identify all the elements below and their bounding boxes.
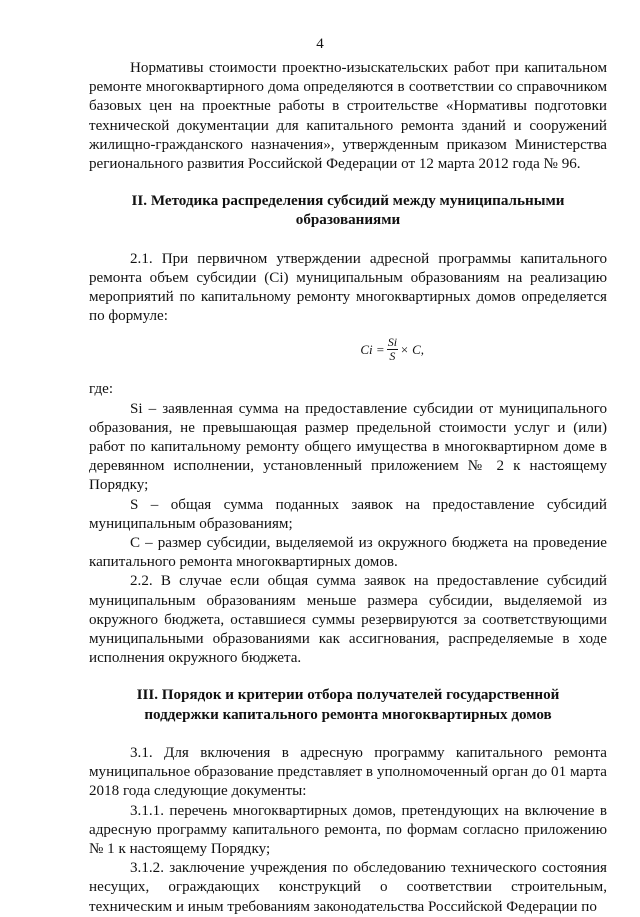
formula-lhs: Ci = <box>360 342 385 358</box>
page-number: 4 <box>316 36 324 52</box>
section-3-heading-line-2: поддержки капитального ремонта многоквартирных домов <box>144 706 552 723</box>
definition-s: S – общая сумма поданных заявок на предоставление субсидий муниципальным образованиям; <box>89 496 607 532</box>
formula-numerator: Si <box>387 335 398 350</box>
where-label: где: <box>89 381 114 398</box>
paragraph-3-1-2: 3.1.2. заключение учреждения по обследованию технического состояния несущих, ограждающих конструкций о соответствии строительным, техническим и иным требованиям законодательства Российской Федерации по <box>89 860 607 915</box>
intro-paragraph: Нормативы стоимости проектно-изыскательских работ при капитальном ремонте многоквартирного дома определяются в соответствии со справочником базовых цен на проектные работы в строительстве «Нормативы подготовки технической документации для капитального ремонта зданий и сооружений жилищно-гражданского назначения», утвержденным приказом Министерства регионального развития Российской Федерации от 12 марта 2012 года № 96. <box>89 60 607 173</box>
formula-expression <box>360 336 424 363</box>
document-body <box>89 59 607 917</box>
formula-fraction <box>387 336 398 363</box>
definition-si: Si – заявленная сумма на предоставление субсидии от муниципального образования, не превышающая размер предельной стоимости услуг и (или) работ по капитальному ремонту общего имущества в многоквартирном доме в деревянном исполнении, установленный приложением № 2 к настоящему Порядку; <box>89 400 607 494</box>
section-2-heading-line-1: II. Методика распределения субсидий между муниципальными <box>131 193 565 210</box>
formula-denominator: S <box>389 349 396 364</box>
section-2-heading <box>89 192 607 230</box>
section-3-heading-line-1: III. Порядок и критерии отбора получателей государственной <box>136 687 560 704</box>
spacer <box>89 668 607 686</box>
spacer <box>89 725 607 744</box>
spacer <box>89 174 607 192</box>
paragraph-3-1: 3.1. Для включения в адресную программу капитального ремонта муниципальное образование представляет в уполномоченный орган до 01 марта 2018 года следующие документы: <box>89 744 607 800</box>
paragraph-3-1-1: 3.1.1. перечень многоквартирных домов, претендующих на включение в адресную программу капитального ремонта, по формам согласно приложению № 1 к настоящему Порядку; <box>89 802 607 857</box>
section-3-heading <box>89 686 607 724</box>
subsidy-formula <box>89 330 607 380</box>
spacer <box>89 231 607 250</box>
formula-rhs: × C, <box>400 342 424 358</box>
paragraph-2-1: 2.1. При первичном утверждении адресной программы капитального ремонта объем субсидии (Ci) муниципальным образованиям на реализацию мероприятий по капитальному ремонту многоквартирных домов определяется по формуле: <box>89 250 607 325</box>
section-2-heading-line-2: образованиями <box>295 212 401 229</box>
paragraph-2-2: 2.2. В случае если общая сумма заявок на предоставление субсидий муниципальным образованиям меньше размера субсидии, выделяемой из окружного бюджета, оставшиеся суммы резервируются за соответствующими муниципальными образованиями как ассигнования, распределяемые в ходе исполнения окружного бюджета. <box>89 573 607 667</box>
definition-c: C – размер субсидии, выделяемой из окружного бюджета на проведение капитального ремонта многоквартирных домов. <box>89 535 607 571</box>
